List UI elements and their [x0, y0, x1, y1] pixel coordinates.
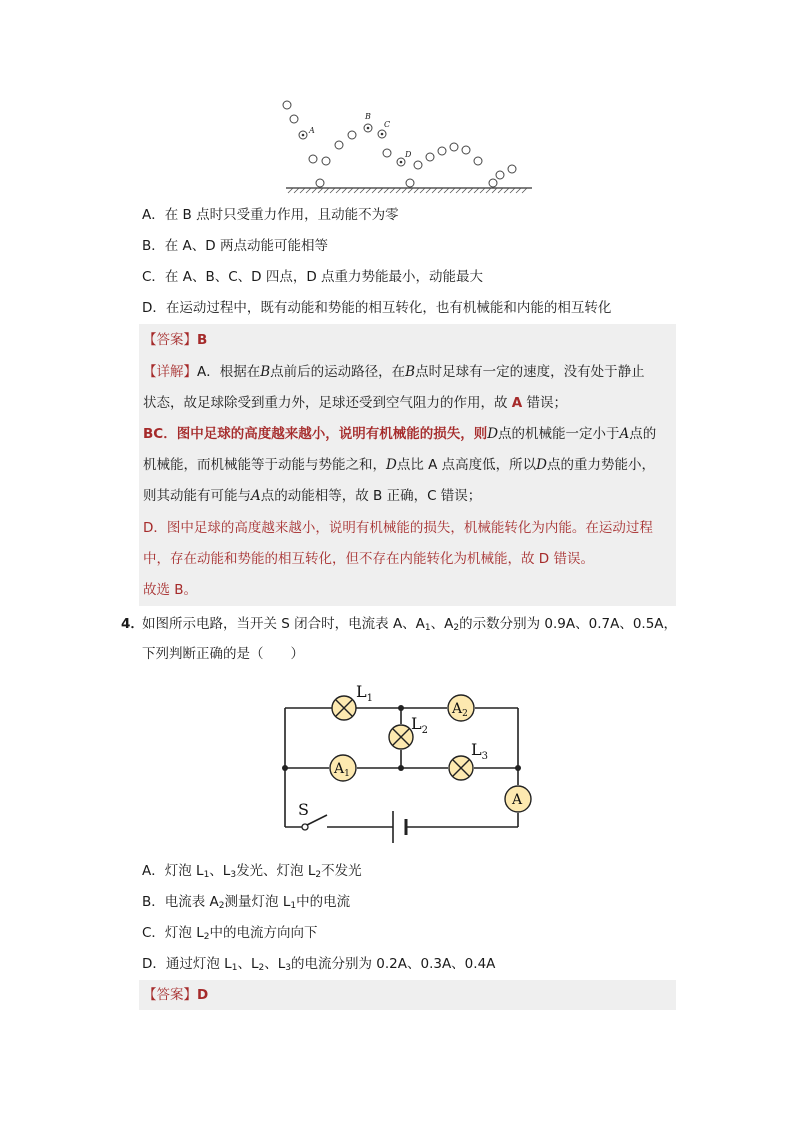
subscript: 2 — [315, 870, 322, 880]
subscript: 2 — [258, 963, 265, 973]
label-a1: $A_1$ — [334, 761, 350, 779]
text: D — [386, 457, 397, 473]
q3-option-c: C．在 A、B、C、D 四点，D 点重力势能最小，动能最大 — [142, 269, 484, 285]
ball-point-b — [364, 124, 372, 132]
explain-a-line2 — [143, 393, 567, 413]
text: 的电流分别为 0.2A、0.3A、0.4A — [290, 956, 496, 972]
q3-option-a: A．在 B 点时只受重力作用，且动能不为零 — [142, 207, 399, 223]
text: 点的 — [629, 426, 657, 442]
q4-answer-block — [139, 980, 676, 1010]
label-b: B — [365, 112, 371, 121]
ball-trajectory-figure — [280, 95, 540, 197]
label-d: D — [405, 150, 412, 159]
q4-number: 4． — [121, 616, 144, 632]
switch-pivot — [302, 824, 308, 830]
q4-stem-line2: 下列判断正确的是（ ） — [142, 646, 304, 662]
text: 、L — [264, 956, 286, 972]
text: A．根据在 — [197, 364, 261, 380]
subscript: 2 — [203, 932, 210, 942]
label-a: A — [309, 126, 315, 135]
q3-answer — [143, 330, 207, 350]
q4-option-c — [142, 923, 317, 947]
text: A — [511, 395, 523, 411]
text: 不发光 — [321, 863, 362, 879]
text: A．灯泡 L — [142, 863, 204, 879]
text: D — [487, 426, 499, 442]
lamp-l2 — [389, 725, 413, 749]
explain-d-line1: D．图中足球的高度越来越小，说明有机械能的损失，机械能转化为内能。在运动过程 — [143, 520, 653, 536]
text: 发光、灯泡 L — [236, 863, 316, 879]
q4-option-a — [142, 861, 362, 885]
subscript: 2 — [453, 623, 460, 633]
answer-tag: 【答案】 — [143, 987, 197, 1003]
text: 点前后的运动路径，在 — [270, 364, 406, 380]
text: 错误； — [522, 395, 568, 411]
explain-bc-line1 — [143, 424, 656, 444]
label-s: S — [298, 800, 309, 819]
text: 、L — [209, 863, 231, 879]
text: 点的机械能一定小于 — [498, 426, 620, 442]
label-a2: $A_2$ — [452, 701, 468, 719]
lamp-l1 — [332, 696, 356, 720]
text: B — [405, 364, 416, 380]
text: BC．图中足球的高度越来越小，说明有机械能的损失，则 — [143, 426, 488, 442]
q4-option-b — [142, 892, 350, 916]
answer-value: B — [197, 332, 208, 348]
text: B．电流表 A — [142, 894, 219, 910]
subscript: 1 — [424, 623, 431, 633]
text: 、L — [237, 956, 259, 972]
answer-value: D — [197, 987, 209, 1003]
text: A — [619, 426, 630, 442]
explain-bc-line3 — [143, 486, 481, 506]
text: 点的重力势能小， — [546, 457, 655, 473]
explain-tag: 【详解】 — [143, 364, 197, 380]
explain-bc-line2 — [143, 455, 655, 475]
text: 如图所示电路，当开关 S 闭合时，电流表 A、A — [142, 616, 425, 632]
text: 、A — [430, 616, 454, 632]
text: 则其动能有可能与 — [143, 488, 251, 504]
label-l1: $L_1$ — [356, 682, 373, 704]
subscript: 1 — [290, 901, 297, 911]
explain-d-line2: 中，存在动能和势能的相互转化，但不存在内能转化为机械能，故 D 错误。 — [143, 551, 594, 567]
text: 点时足球有一定的速度，没有处于静止 — [415, 364, 645, 380]
ball-point-d — [397, 158, 405, 166]
q4-answer — [143, 985, 208, 1005]
explain-conclusion: 故选 B。 — [143, 582, 198, 598]
text: 测量灯泡 L — [224, 894, 291, 910]
text: 机械能，而机械能等于动能与势能之和， — [143, 457, 386, 473]
ball-point-a — [299, 131, 307, 139]
text: 中的电流 — [296, 894, 351, 910]
explain-a-line1 — [143, 362, 645, 382]
text: 中的电流方向向下 — [209, 925, 318, 941]
q3-option-d: D．在运动过程中，既有动能和势能的相互转化，也有机械能和内能的相互转化 — [142, 300, 612, 316]
subscript: 3 — [285, 963, 291, 973]
q4-option-d — [142, 954, 495, 978]
text: 状态，故足球除受到重力外，足球还受到空气阻力的作用，故 — [143, 395, 512, 411]
subscript: 1 — [203, 870, 210, 880]
text: D — [536, 457, 547, 473]
subscript: 2 — [218, 901, 225, 911]
text: B — [260, 364, 271, 380]
text: A — [251, 488, 261, 504]
label-l2: $L_2$ — [411, 714, 428, 736]
q4-stem-line1 — [142, 614, 677, 638]
text: 的示数分别为 0.9A、0.7A、0.5A， — [459, 616, 678, 632]
label-c: C — [384, 120, 391, 129]
label-a: A — [512, 792, 523, 808]
label-l3: $L_3$ — [471, 740, 488, 762]
subscript: 1 — [231, 963, 238, 973]
answer-tag: 【答案】 — [143, 332, 197, 348]
text: 点比 A 点高度低，所以 — [396, 457, 537, 473]
text: C．灯泡 L — [142, 925, 204, 941]
subscript: 3 — [230, 870, 237, 880]
ball-point-c — [378, 130, 386, 138]
q3-option-b: B．在 A、D 两点动能可能相等 — [142, 238, 328, 254]
lamp-l3 — [449, 756, 473, 780]
circuit-diagram — [270, 675, 540, 850]
text: D．通过灯泡 L — [142, 956, 232, 972]
text: 点的动能相等，故 B 正确，C 错误； — [260, 488, 482, 504]
